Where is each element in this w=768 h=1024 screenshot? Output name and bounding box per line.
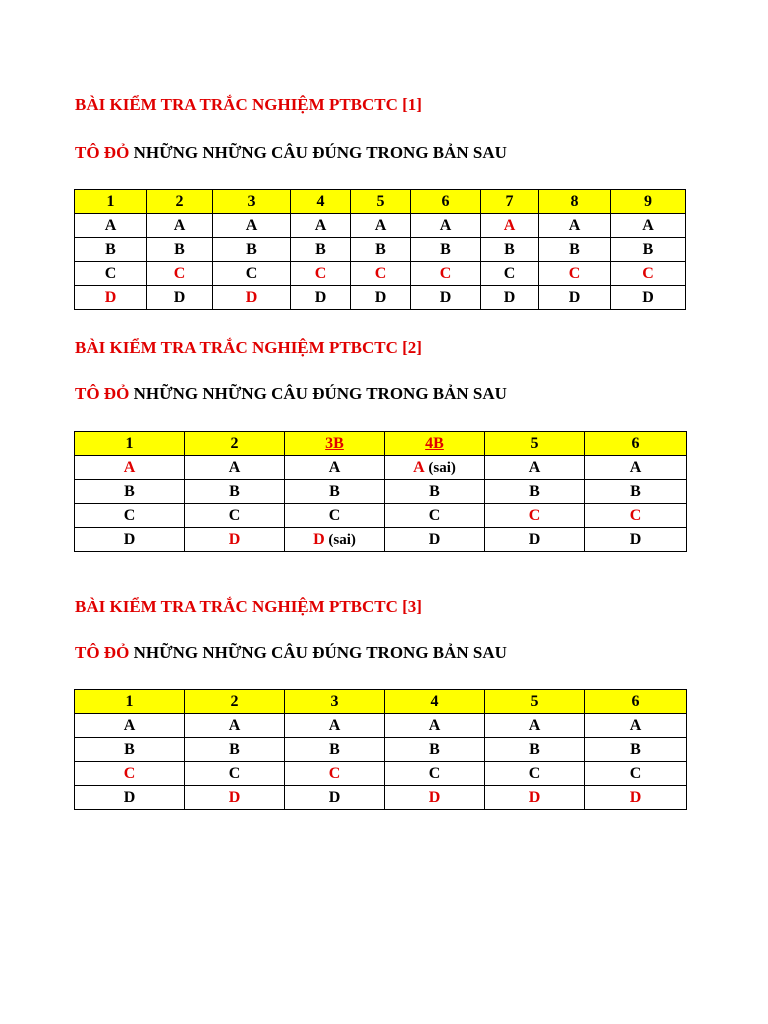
- question-number: 6: [411, 190, 481, 214]
- answer-cell[interactable]: B: [385, 480, 485, 504]
- table-row: [75, 238, 686, 262]
- answer-cell[interactable]: C: [385, 762, 485, 786]
- answer-cell[interactable]: A: [285, 456, 385, 480]
- answer-cell[interactable]: D: [75, 528, 185, 552]
- instruction-highlight: TÔ ĐỎ: [75, 643, 130, 662]
- question-number-link[interactable]: 3B: [285, 432, 385, 456]
- table-row: [75, 528, 687, 552]
- answer-cell[interactable]: C: [185, 504, 285, 528]
- table-row: [75, 762, 687, 786]
- answer-cell[interactable]: C: [539, 262, 611, 286]
- section-1-title: BÀI KIỂM TRA TRẮC NGHIỆM PTBCTC [1]: [75, 95, 422, 114]
- answer-cell[interactable]: [385, 456, 485, 480]
- answer-cell[interactable]: B: [485, 480, 585, 504]
- table-header-row: [75, 690, 687, 714]
- question-number: 2: [185, 690, 285, 714]
- answer-cell[interactable]: D: [75, 286, 147, 310]
- table-header-row: [75, 190, 686, 214]
- table-row: [75, 738, 687, 762]
- answer-cell[interactable]: C: [585, 504, 687, 528]
- table-row: [75, 504, 687, 528]
- answer-cell[interactable]: D: [585, 528, 687, 552]
- answer-cell[interactable]: D: [385, 786, 485, 810]
- answer-cell[interactable]: D: [485, 528, 585, 552]
- question-number: 8: [539, 190, 611, 214]
- section-3-title: BÀI KIỂM TRA TRẮC NGHIỆM PTBCTC [3]: [75, 597, 422, 616]
- answer-cell[interactable]: B: [291, 238, 351, 262]
- answer-cell[interactable]: D: [285, 786, 385, 810]
- answer-cell[interactable]: A: [485, 714, 585, 738]
- section-1-instruction: [75, 143, 507, 163]
- answer-cell[interactable]: B: [285, 480, 385, 504]
- answer-cell[interactable]: B: [351, 238, 411, 262]
- question-number: 9: [611, 190, 686, 214]
- answer-cell[interactable]: C: [75, 762, 185, 786]
- answer-cell[interactable]: A: [485, 456, 585, 480]
- answer-cell[interactable]: A: [185, 714, 285, 738]
- answer-cell[interactable]: A: [481, 214, 539, 238]
- answer-cell[interactable]: D: [411, 286, 481, 310]
- answer-cell[interactable]: B: [485, 738, 585, 762]
- answer-cell[interactable]: C: [485, 504, 585, 528]
- answer-cell[interactable]: A: [147, 214, 213, 238]
- answer-cell[interactable]: C: [75, 504, 185, 528]
- instruction-highlight: TÔ ĐỎ: [75, 384, 130, 403]
- quiz-table-3: [74, 689, 687, 810]
- question-number: 5: [485, 432, 585, 456]
- answer-cell[interactable]: A: [611, 214, 686, 238]
- answer-cell[interactable]: B: [539, 238, 611, 262]
- table-row: [75, 286, 686, 310]
- answer-cell[interactable]: [285, 528, 385, 552]
- answer-cell[interactable]: C: [351, 262, 411, 286]
- answer-cell[interactable]: A: [285, 714, 385, 738]
- answer-cell[interactable]: A: [75, 214, 147, 238]
- table-row: [75, 786, 687, 810]
- answer-cell[interactable]: A: [291, 214, 351, 238]
- answer-cell[interactable]: A: [539, 214, 611, 238]
- answer-cell[interactable]: B: [385, 738, 485, 762]
- question-number: 4: [291, 190, 351, 214]
- section-2-instruction: [75, 384, 507, 404]
- table-row: [75, 714, 687, 738]
- answer-cell[interactable]: A: [585, 714, 687, 738]
- section-3-instruction: [75, 643, 507, 663]
- answer-cell[interactable]: A: [585, 456, 687, 480]
- question-number: 6: [585, 432, 687, 456]
- table-row: [75, 214, 686, 238]
- answer-cell[interactable]: B: [611, 238, 686, 262]
- answer-cell[interactable]: C: [385, 504, 485, 528]
- table-row: [75, 480, 687, 504]
- question-number: 2: [185, 432, 285, 456]
- instruction-text: NHỮNG NHỮNG CÂU ĐÚNG TRONG BẢN SAU: [129, 643, 507, 662]
- question-number: 7: [481, 190, 539, 214]
- answer-cell[interactable]: B: [411, 238, 481, 262]
- answer-cell[interactable]: C: [611, 262, 686, 286]
- answer-cell[interactable]: C: [185, 762, 285, 786]
- answer-cell[interactable]: A: [411, 214, 481, 238]
- question-number: 4: [385, 690, 485, 714]
- question-number: 6: [585, 690, 687, 714]
- answer-cell[interactable]: C: [285, 762, 385, 786]
- answer-cell[interactable]: D: [213, 286, 291, 310]
- answer-cell[interactable]: C: [481, 262, 539, 286]
- answer-letter: A: [413, 458, 425, 476]
- question-number: 5: [351, 190, 411, 214]
- answer-cell[interactable]: C: [411, 262, 481, 286]
- question-number: 2: [147, 190, 213, 214]
- answer-cell[interactable]: D: [147, 286, 213, 310]
- answer-cell[interactable]: B: [75, 738, 185, 762]
- answer-cell[interactable]: A: [385, 714, 485, 738]
- answer-cell[interactable]: B: [585, 738, 687, 762]
- wrong-note: (sai): [324, 531, 356, 548]
- answer-cell[interactable]: B: [213, 238, 291, 262]
- answer-cell[interactable]: D: [185, 786, 285, 810]
- answer-cell[interactable]: B: [285, 738, 385, 762]
- answer-cell[interactable]: D: [539, 286, 611, 310]
- answer-cell[interactable]: B: [585, 480, 687, 504]
- answer-cell[interactable]: B: [185, 480, 285, 504]
- question-number: 1: [75, 190, 147, 214]
- answer-cell[interactable]: A: [75, 456, 185, 480]
- answer-cell[interactable]: D: [481, 286, 539, 310]
- wrong-note: (sai): [424, 459, 456, 476]
- answer-cell[interactable]: D: [611, 286, 686, 310]
- answer-cell[interactable]: D: [185, 528, 285, 552]
- answer-cell[interactable]: C: [75, 262, 147, 286]
- answer-cell[interactable]: B: [75, 238, 147, 262]
- answer-cell[interactable]: C: [285, 504, 385, 528]
- answer-cell[interactable]: A: [75, 714, 185, 738]
- answer-cell[interactable]: D: [385, 528, 485, 552]
- answer-cell[interactable]: D: [585, 786, 687, 810]
- quiz-table-1: [74, 189, 686, 310]
- answer-cell[interactable]: C: [485, 762, 585, 786]
- instruction-text: NHỮNG NHỮNG CÂU ĐÚNG TRONG BẢN SAU: [129, 143, 507, 162]
- answer-cell[interactable]: B: [147, 238, 213, 262]
- answer-letter: D: [313, 530, 325, 548]
- answer-cell[interactable]: A: [213, 214, 291, 238]
- answer-cell[interactable]: B: [481, 238, 539, 262]
- answer-cell[interactable]: B: [75, 480, 185, 504]
- answer-cell[interactable]: C: [147, 262, 213, 286]
- answer-cell[interactable]: C: [291, 262, 351, 286]
- quiz-table-2: [74, 431, 687, 552]
- table-row: [75, 262, 686, 286]
- answer-cell[interactable]: D: [75, 786, 185, 810]
- instruction-highlight: TÔ ĐỎ: [75, 143, 130, 162]
- answer-cell[interactable]: D: [351, 286, 411, 310]
- section-2-title: BÀI KIỂM TRA TRẮC NGHIỆM PTBCTC [2]: [75, 338, 422, 357]
- answer-cell[interactable]: C: [585, 762, 687, 786]
- question-number: 1: [75, 690, 185, 714]
- question-number-link[interactable]: 4B: [385, 432, 485, 456]
- answer-cell[interactable]: D: [291, 286, 351, 310]
- answer-cell[interactable]: A: [185, 456, 285, 480]
- answer-cell[interactable]: D: [485, 786, 585, 810]
- table-header-row: [75, 432, 687, 456]
- answer-cell[interactable]: C: [213, 262, 291, 286]
- table-row: [75, 456, 687, 480]
- question-number: 3: [285, 690, 385, 714]
- answer-cell[interactable]: A: [351, 214, 411, 238]
- instruction-text: NHỮNG NHỮNG CÂU ĐÚNG TRONG BẢN SAU: [129, 384, 507, 403]
- question-number: 3: [213, 190, 291, 214]
- answer-cell[interactable]: B: [185, 738, 285, 762]
- question-number: 5: [485, 690, 585, 714]
- question-number: 1: [75, 432, 185, 456]
